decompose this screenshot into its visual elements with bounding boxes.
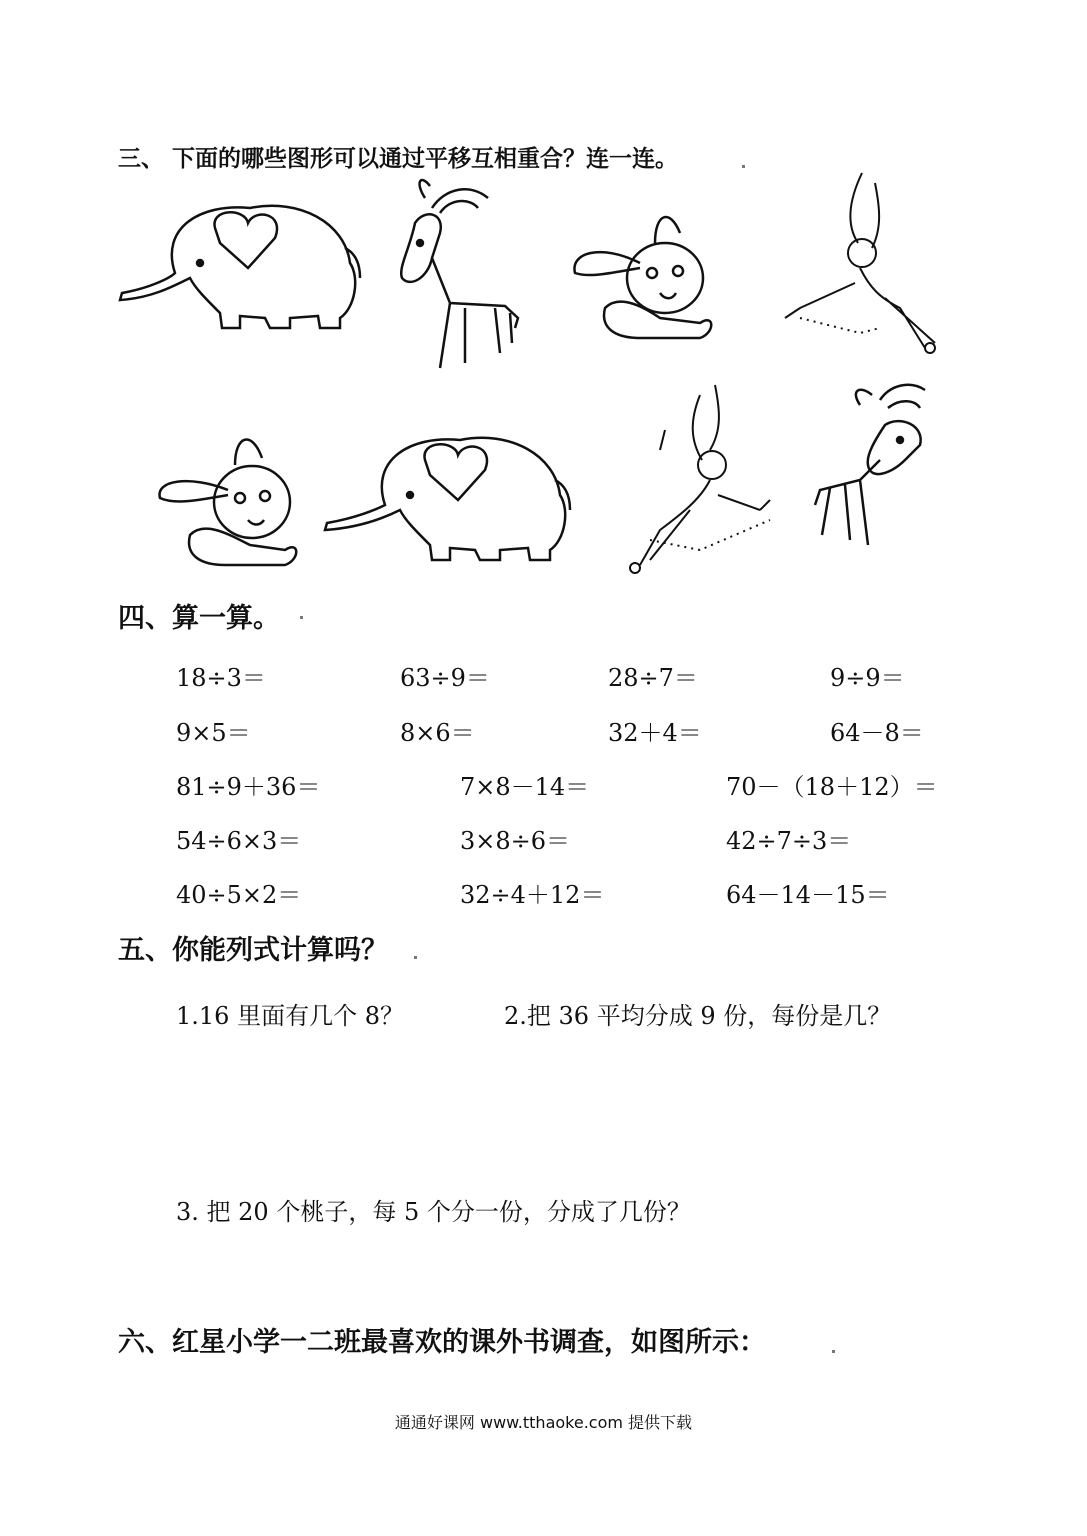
footer-credit: 通通好课网 www.tthaoke.com 提供下载 [394,1413,693,1432]
word-problem-1: 1.16 里面有几个 8？ [176,1002,404,1030]
antelope-picture-1[interactable] [401,180,518,368]
calc-item: 32÷4＋12＝ [460,881,605,909]
calc-item: 7×8－14＝ [460,773,590,801]
calc-row-2 [0,713,1087,753]
calc-item: 63÷9＝ [400,664,490,692]
calc-item: 18÷3＝ [176,664,266,692]
scan-speck [414,956,417,959]
rabbit-picture-2[interactable] [160,440,297,565]
calc-row-4 [0,821,1087,861]
calc-item: 42÷7÷3＝ [726,827,852,855]
word-problem-2: 2.把 36 平均分成 9 份，每份是几？ [504,1002,892,1030]
scan-speck [742,165,745,168]
section-5-heading: 五、你能列式计算吗？ [118,935,388,966]
calc-item: 64－8＝ [830,719,924,747]
calc-item: 3×8÷6＝ [460,827,571,855]
calc-item: 32＋4＝ [608,719,702,747]
fairy-picture-2[interactable] [630,385,770,573]
section-4-heading: 四、算一算。 [118,603,280,634]
picture-row-top [0,168,1087,378]
section-6-heading: 六、红星小学一二班最喜欢的课外书调查，如图所示： [118,1327,766,1358]
section-3-heading: 三、 下面的哪些图形可以通过平移互相重合？连一连。 [118,146,679,172]
calc-row-3 [0,767,1087,807]
calc-item: 70－（18＋12）＝ [726,773,938,801]
calc-item: 28÷7＝ [608,664,698,692]
calc-item: 54÷6×3＝ [176,827,302,855]
scan-speck [300,616,303,619]
fairy-picture-1[interactable] [785,173,935,353]
antelope-picture-2[interactable] [815,385,925,545]
calc-item: 8×6＝ [400,719,475,747]
calc-item: 40÷5×2＝ [176,881,302,909]
calc-item: 81÷9＋36＝ [176,773,321,801]
rabbit-picture-1[interactable] [574,217,711,338]
calc-row-5 [0,875,1087,915]
word-problem-3: 3. 把 20 个桃子，每 5 个分一份，分成了几份？ [176,1198,691,1226]
calc-item: 9×5＝ [176,719,251,747]
elephant-picture-1[interactable] [120,206,360,328]
calc-item: 9÷9＝ [830,664,905,692]
scan-speck [832,1350,835,1353]
calc-row-1 [0,658,1087,698]
picture-row-bottom [0,380,1087,585]
elephant-picture-2[interactable] [325,438,570,560]
calc-item: 64－14－15＝ [726,881,890,909]
